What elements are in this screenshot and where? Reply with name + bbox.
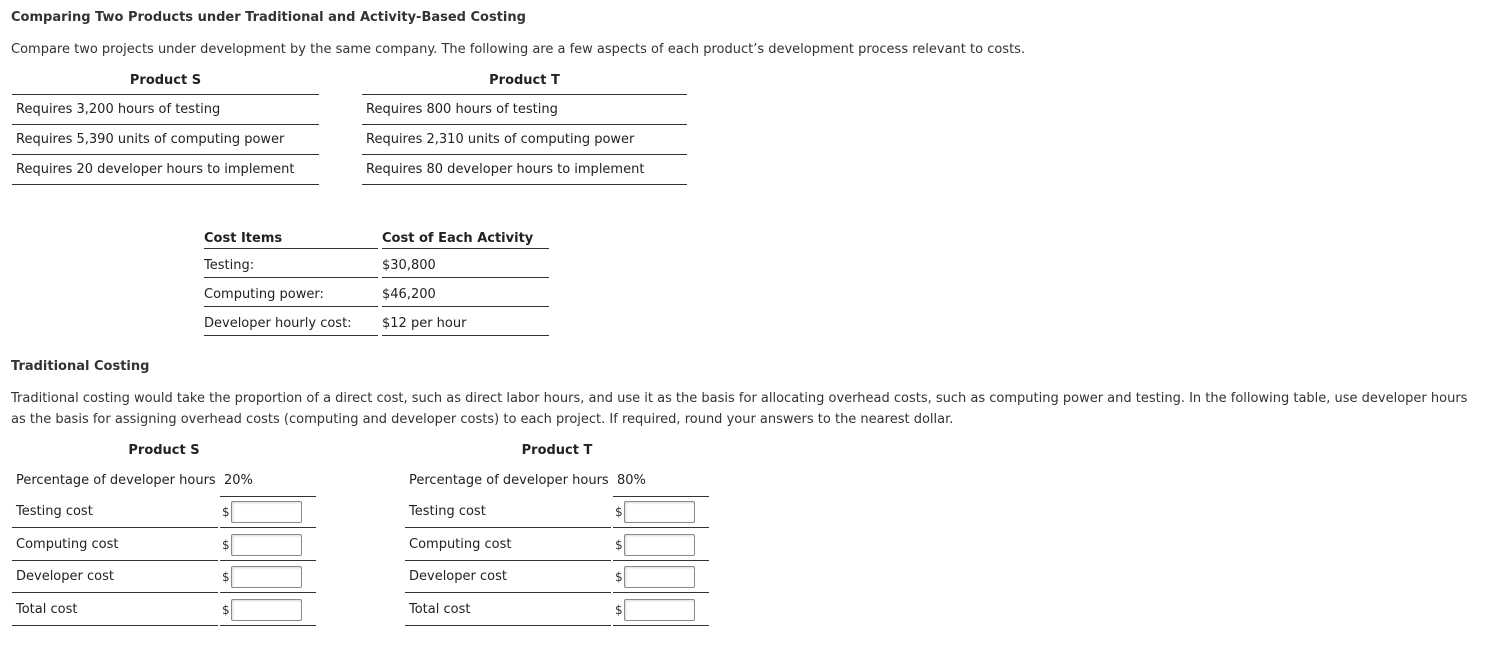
- product-t-requirements: [362, 72, 687, 185]
- pct-value: 80%: [617, 473, 646, 488]
- table-row: [12, 95, 319, 125]
- table-row: [362, 125, 687, 155]
- cost-item: Computing power:: [204, 278, 378, 307]
- cost-item: Developer hourly cost:: [204, 307, 378, 336]
- table-row: [12, 465, 316, 498]
- pct-label: Percentage of developer hours: [409, 473, 609, 488]
- col-cost-items: Cost Items: [204, 222, 378, 249]
- pct-value: 20%: [224, 473, 253, 488]
- table-row: [204, 249, 549, 278]
- row-label: Total cost: [12, 594, 218, 626]
- value-cell: [220, 496, 316, 528]
- product-s-costing-header: Product S: [128, 443, 200, 458]
- value-cell: [613, 529, 709, 561]
- value-cell: [220, 594, 316, 626]
- value-cell: [613, 594, 709, 626]
- s-total-cost-input[interactable]: [231, 599, 302, 621]
- row-label: Testing cost: [12, 496, 218, 528]
- table-row: [405, 594, 709, 627]
- table-row: [12, 496, 316, 529]
- t-testing-cost-input[interactable]: [624, 501, 695, 523]
- table-row: [204, 278, 549, 307]
- dollar-sign: $: [222, 538, 230, 552]
- requirement-text: Requires 5,390 units of computing power: [12, 125, 319, 155]
- dollar-sign: $: [222, 505, 230, 519]
- product-s-costing-table: [12, 443, 316, 633]
- product-s-header: Product S: [12, 72, 319, 95]
- t-total-cost-input[interactable]: [624, 599, 695, 621]
- table-row: [12, 561, 316, 594]
- pct-label: Percentage of developer hours: [16, 473, 216, 488]
- cost-items-table: [204, 222, 549, 336]
- requirement-text: Requires 3,200 hours of testing: [12, 95, 319, 125]
- col-cost-each-activity: Cost of Each Activity: [382, 222, 549, 249]
- table-row: [12, 125, 319, 155]
- row-label: Total cost: [405, 594, 611, 626]
- table-row: [12, 594, 316, 627]
- table-row: [12, 529, 316, 562]
- table-row: [405, 561, 709, 594]
- value-cell: [220, 529, 316, 561]
- product-t-header: Product T: [362, 72, 687, 95]
- requirement-text: Requires 800 hours of testing: [362, 95, 687, 125]
- row-label: Computing cost: [405, 529, 611, 561]
- table-header-row: [204, 222, 549, 249]
- table-row: [405, 465, 709, 498]
- table-row: [362, 95, 687, 125]
- product-t-costing-header: Product T: [521, 443, 593, 458]
- row-label: Developer cost: [12, 561, 218, 593]
- table-row: [405, 529, 709, 562]
- traditional-costing-heading: Traditional Costing: [11, 359, 150, 374]
- dollar-sign: $: [615, 538, 623, 552]
- table-row: [405, 496, 709, 529]
- dollar-sign: $: [222, 603, 230, 617]
- t-computing-cost-input[interactable]: [624, 534, 695, 556]
- page-title: Comparing Two Products under Traditional and Activity-Based Costing: [11, 10, 526, 25]
- dollar-sign: $: [615, 603, 623, 617]
- value-cell: [613, 561, 709, 593]
- dollar-sign: $: [222, 570, 230, 584]
- product-s-requirements: [12, 72, 319, 185]
- cost-value: $46,200: [382, 278, 549, 307]
- t-developer-cost-input[interactable]: [624, 566, 695, 588]
- product-s-req-table: [12, 95, 319, 185]
- cost-item: Testing:: [204, 249, 378, 278]
- requirement-text: Requires 2,310 units of computing power: [362, 125, 687, 155]
- pct-cell: [613, 465, 709, 497]
- cost-value: $12 per hour: [382, 307, 549, 336]
- cost-value: $30,800: [382, 249, 549, 278]
- product-t-costing-table: [405, 443, 709, 633]
- value-cell: [613, 496, 709, 528]
- row-label: Developer cost: [405, 561, 611, 593]
- table-row: [12, 155, 319, 185]
- s-computing-cost-input[interactable]: [231, 534, 302, 556]
- requirement-text: Requires 80 developer hours to implement: [362, 155, 687, 185]
- intro-text: Compare two projects under development by the same company. The following are a few aspects of each product’s development process relevant to costs.: [11, 42, 1026, 57]
- requirement-text: Requires 20 developer hours to implement: [12, 155, 319, 185]
- s-testing-cost-input[interactable]: [231, 501, 302, 523]
- row-label: Computing cost: [12, 529, 218, 561]
- dollar-sign: $: [615, 505, 623, 519]
- table-row: [362, 155, 687, 185]
- value-cell: [220, 561, 316, 593]
- traditional-costing-paragraph: Traditional costing would take the proportion of a direct cost, such as direct labor hours, and use it as the basis for allocating overhead costs, such as computing power and testing. In the following table, use developer hours as the basis for assigning overhead costs (computing and developer costs) to each project. If required, round your answers to the nearest dollar.: [11, 391, 1468, 427]
- table-row: [204, 307, 549, 336]
- dollar-sign: $: [615, 570, 623, 584]
- product-t-req-table: [362, 95, 687, 185]
- row-label: Testing cost: [405, 496, 611, 528]
- pct-cell: [220, 465, 316, 497]
- s-developer-cost-input[interactable]: [231, 566, 302, 588]
